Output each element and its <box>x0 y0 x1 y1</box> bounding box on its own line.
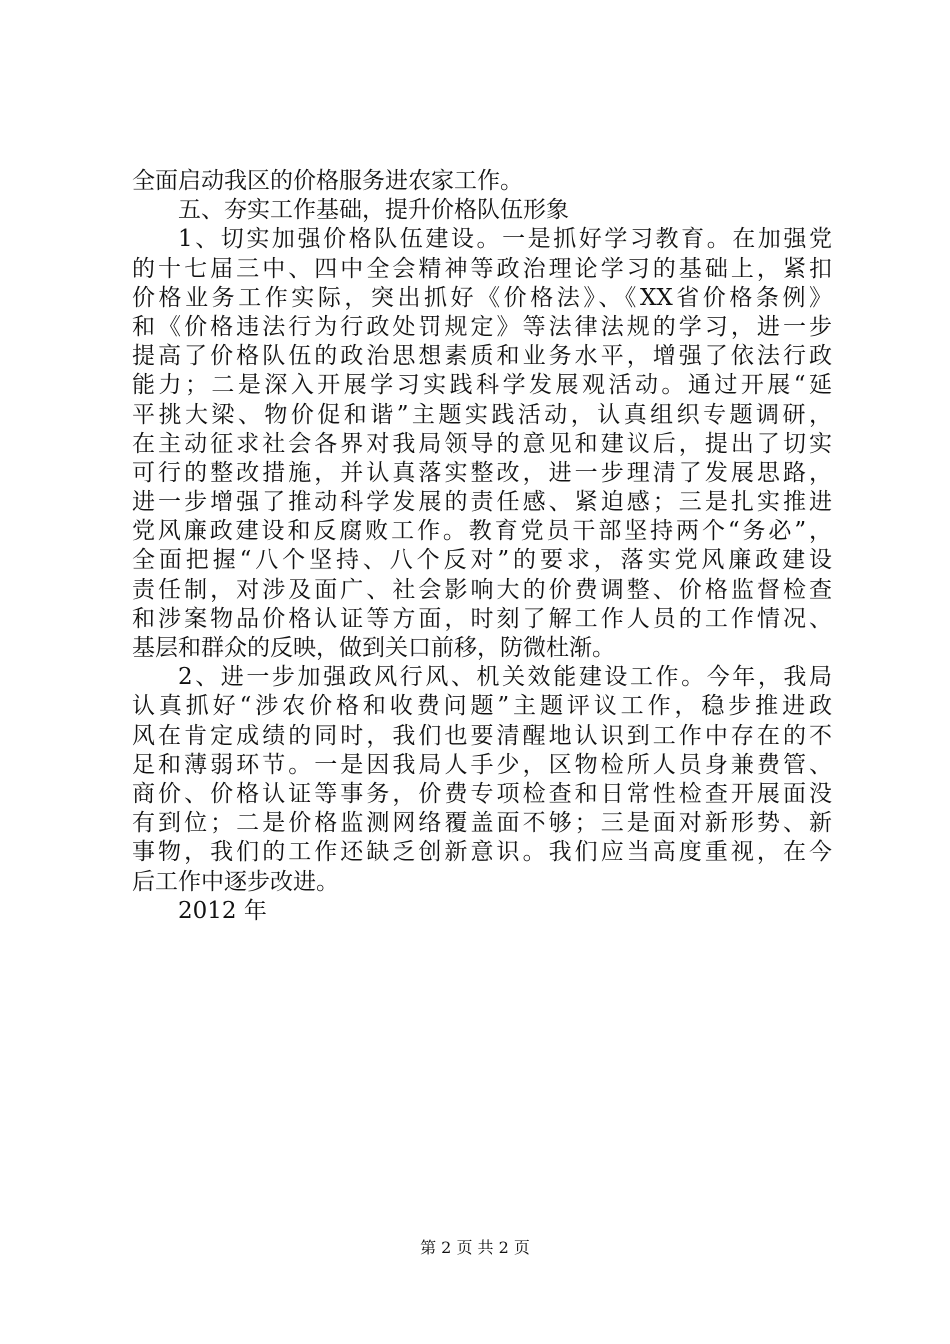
text-line: 提高了价格队伍的政治思想素质和业务水平，增强了依法行政 <box>132 343 832 370</box>
text-line: 事物，我们的工作还缺乏创新意识。我们应当高度重视，在今 <box>132 839 832 866</box>
text-line: 在主动征求社会各界对我局领导的意见和建议后，提出了切实 <box>132 430 832 457</box>
text-line: 基层和群众的反映，做到关口前移，防微杜渐。 <box>132 635 615 661</box>
text-line: 和涉案物品价格认证等方面，时刻了解工作人员的工作情况、 <box>132 605 832 632</box>
text-line: 有到位；二是价格监测网络覆盖面不够；三是面对新形势、新 <box>132 810 832 837</box>
text-line: 2、进一步加强政风行风、机关效能建设工作。今年，我局 <box>178 664 832 691</box>
text-line: 商价、价格认证等事务，价费专项检查和日常性检查开展面没 <box>132 780 832 807</box>
text-line: 可行的整改措施，并认真落实整改，进一步理清了发展思路， <box>132 459 832 486</box>
section-heading: 五、夯实工作基础，提升价格队伍形象 <box>178 197 569 224</box>
text-line: 认真抓好“涉农价格和收费问题”主题评议工作，稳步推进政 <box>132 693 832 720</box>
document-body <box>132 167 832 926</box>
text-line: 足和薄弱环节。一是因我局人手少，区物检所人员身兼费管、 <box>132 751 832 778</box>
text-line: 价格业务工作实际，突出抓好《价格法》、《XX省价格条例》 <box>132 284 832 311</box>
text-line: 1、切实加强价格队伍建设。一是抓好学习教育。在加强党 <box>178 226 832 253</box>
text-line: 风在肯定成绩的同时，我们也要清醒地认识到工作中存在的不 <box>132 722 832 749</box>
text-line: 全面把握“八个坚持、八个反对”的要求，落实党风廉政建设 <box>132 547 832 574</box>
text-line: 和《价格违法行为行政处罚规定》等法律法规的学习，进一步 <box>132 313 832 340</box>
text-line: 全面启动我区的价格服务进农家工作。 <box>132 168 523 194</box>
text-line: 责任制，对涉及面广、社会影响大的价费调整、价格监督检查 <box>132 576 832 603</box>
date-line: 2012 年 <box>178 897 267 924</box>
text-line: 的十七届三中、四中全会精神等政治理论学习的基础上，紧扣 <box>132 255 832 282</box>
text-line: 党风廉政建设和反腐败工作。教育党员干部坚持两个“务必”， <box>132 518 832 545</box>
text-line: 进一步增强了推动科学发展的责任感、紧迫感；三是扎实推进 <box>132 489 832 516</box>
page-number-footer: 第 2 页 共 2 页 <box>420 1238 530 1257</box>
text-line: 能力；二是深入开展学习实践科学发展观活动。通过开展“延 <box>132 372 832 399</box>
text-line: 后工作中逐步改进。 <box>132 868 339 895</box>
text-line: 平挑大梁、物价促和谐”主题实践活动，认真组织专题调研， <box>132 401 832 428</box>
